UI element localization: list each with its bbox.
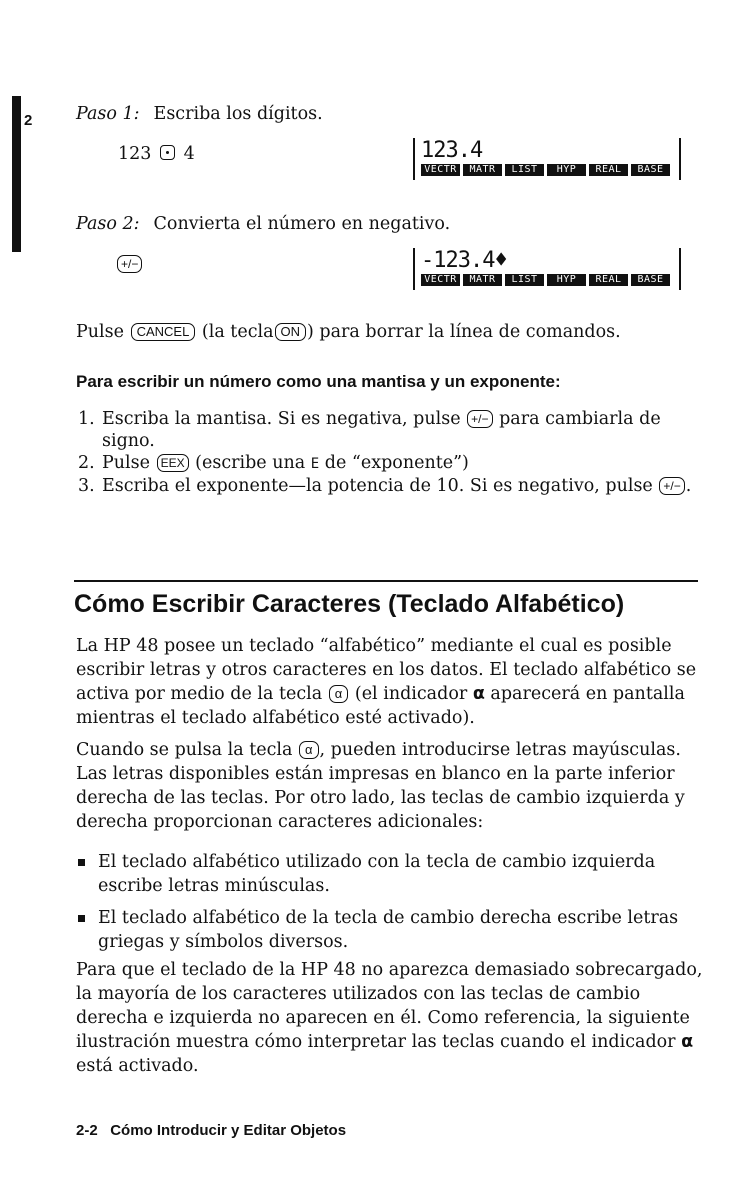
- list-item: El teclado alfabético de la tecla de cambio derecha escribe letras griegas y símbolos diversos.: [76, 906, 704, 954]
- step-1-keys: [118, 144, 195, 164]
- page-footer: [76, 1122, 346, 1139]
- list-item: El teclado alfabético utilizado con la tecla de cambio izquierda escribe letras minúsculas.: [76, 850, 704, 898]
- footer-title: Cómo Introducir y Editar Objetos: [110, 1122, 347, 1139]
- step-1-digit-after: 4: [183, 144, 195, 164]
- menu-label-vectr: VECTR: [421, 274, 460, 286]
- menu-label-hyp: HYP: [547, 164, 586, 176]
- section-divider: [74, 580, 698, 582]
- alpha-indicator-icon: α: [681, 1032, 694, 1052]
- mantissa-steps: [78, 408, 702, 497]
- menu-label-vectr: VECTR: [421, 164, 460, 176]
- step-1-label: Paso 1:: [76, 104, 140, 124]
- menu-label-hyp: HYP: [547, 274, 586, 286]
- change-sign-key-icon: +/−: [467, 410, 492, 428]
- chapter-number: 2: [24, 112, 33, 129]
- menu-label-base: BASE: [631, 274, 670, 286]
- step-1: [76, 104, 323, 124]
- menu-label-list: LIST: [505, 274, 544, 286]
- lcd-display-1: [413, 138, 681, 182]
- lcd-value: -123.4♦: [421, 248, 507, 273]
- lcd-display-2: [413, 248, 681, 292]
- lcd-value: 123.4: [421, 138, 483, 163]
- page-number: 2-2: [76, 1122, 98, 1139]
- step-2-keys: [116, 254, 143, 274]
- step-2: [76, 214, 450, 234]
- cancel-key-icon: CANCEL: [131, 323, 196, 341]
- change-sign-key-icon: +/−: [659, 477, 684, 495]
- menu-label-real: REAL: [589, 164, 628, 176]
- alpha-key-icon: α: [299, 741, 319, 759]
- alpha-key-icon: α: [329, 685, 349, 703]
- step-1-digits: 123: [118, 144, 152, 164]
- bullet-list: [76, 850, 704, 954]
- change-sign-key-icon: +/−: [117, 255, 142, 273]
- eex-key-icon: EEX: [157, 454, 189, 472]
- cancel-instruction: Pulse CANCEL (la tecla ON ) para borrar la línea de comandos.: [76, 322, 621, 342]
- subheading: Para escribir un número como una mantisa y un exponente:: [76, 372, 561, 391]
- paragraph-1: La HP 48 posee un teclado “alfabético” mediante el cual es posible escribir letras y otros caracteres en los datos. El teclado alfabético se activa por medio de la tecla α (el indicador α aparecerá en pantalla mientras el teclado alfabético esté activado).: [76, 636, 697, 728]
- lcd-menu: [421, 274, 670, 286]
- alpha-indicator-icon: α: [472, 684, 485, 704]
- section-title: Cómo Escribir Caracteres (Teclado Alfabético): [74, 590, 625, 618]
- on-key-icon: ON: [275, 323, 307, 341]
- menu-label-real: REAL: [589, 274, 628, 286]
- menu-label-matr: MATR: [463, 164, 502, 176]
- list-item: 1. Escriba la mantisa. Si es negativa, pulse +/− para cambiarla de signo.: [78, 409, 661, 451]
- list-item: 2. Pulse EEX (escribe una E de “exponente”): [78, 453, 469, 473]
- decimal-point-key-icon: [160, 145, 175, 160]
- lcd-menu: [421, 164, 670, 176]
- paragraph-2: Cuando se pulsa la tecla α , pueden introducirse letras mayúsculas. Las letras disponibles están impresas en blanco en la parte inferior derecha de las teclas. Por otro lado, las teclas de cambio izquierda y derecha proporcionan caracteres adicionales:: [76, 740, 685, 832]
- step-2-label: Paso 2:: [76, 214, 140, 234]
- menu-label-list: LIST: [505, 164, 544, 176]
- menu-label-base: BASE: [631, 164, 670, 176]
- menu-label-matr: MATR: [463, 274, 502, 286]
- step-2-text: Convierta el número en negativo.: [153, 214, 451, 234]
- step-1-text: Escriba los dígitos.: [153, 104, 323, 124]
- chapter-tab-bar: [12, 96, 21, 252]
- list-item: 3. Escriba el exponente—la potencia de 10. Si es negativo, pulse +/− .: [78, 476, 692, 496]
- paragraph-3: Para que el teclado de la HP 48 no aparezca demasiado sobrecargado, la mayoría de los caracteres utilizados con las teclas de cambio derecha e izquierda no aparecen en él. Como referencia, la siguiente ilustración muestra cómo interpretar las teclas cuando el indicador α está activado.: [76, 960, 703, 1076]
